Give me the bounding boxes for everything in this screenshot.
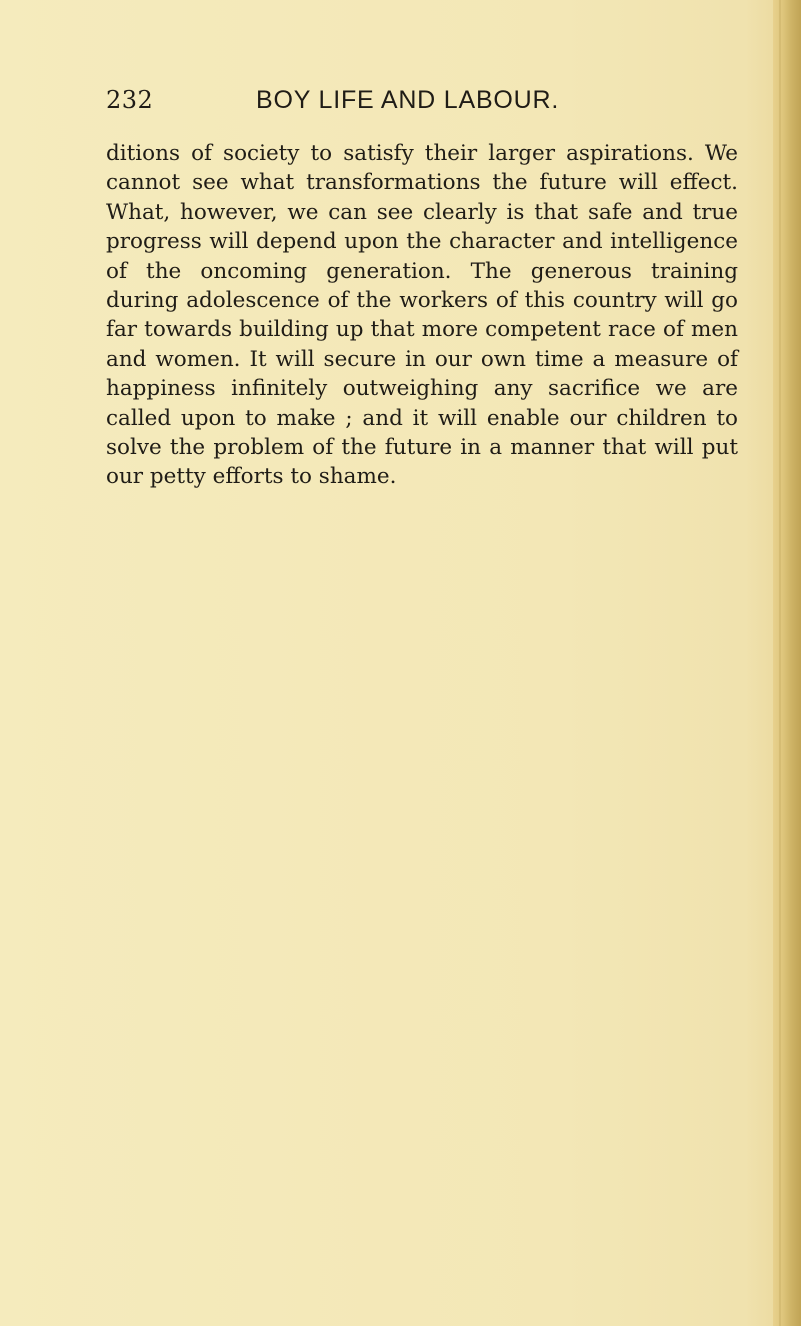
running-head: BOY LIFE AND LABOUR.: [256, 86, 560, 114]
page-edge: [773, 0, 801, 1326]
page-header: [106, 86, 746, 120]
page-number: 232: [106, 86, 154, 114]
body-paragraph: ditions of society to satisfy their larger aspirations. We cannot see what transformations the future will effect. What, however, we can see clearly is that safe and true progress will depend upon the character and intelligence of the oncoming generation. The generous training during adolescence of the workers of this country will go far towards building up that more competent race of men and women. It will secure in our own time a measure of happiness infinitely outweighing any sacrifice we are called upon to make ; and it will enable our children to solve the problem of the future in a manner that will put our petty efforts to shame.: [106, 141, 738, 490]
page-edge-line: [779, 0, 781, 1326]
